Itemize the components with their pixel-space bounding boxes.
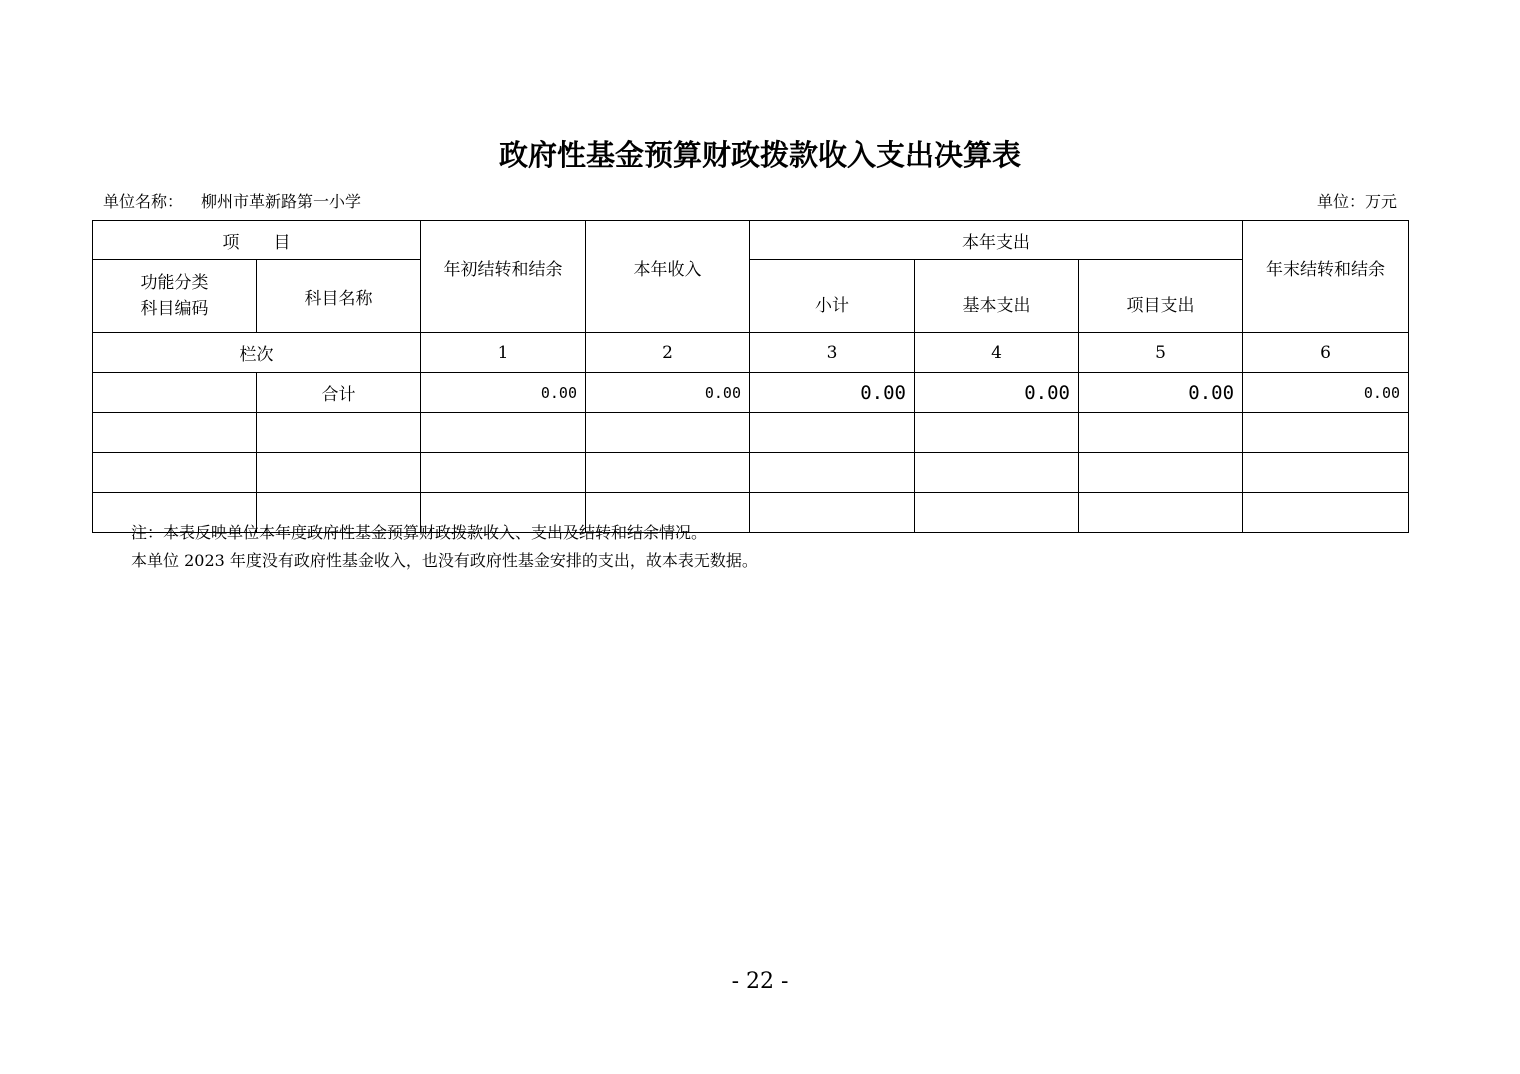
- column-index-2: 2: [586, 333, 750, 373]
- total-project-expense: 0.00: [1079, 373, 1243, 413]
- total-basic-expense: 0.00: [915, 373, 1079, 413]
- header-opening-balance: 年初结转和结余: [421, 221, 586, 333]
- header-function-code-line2: 科目编码: [140, 299, 209, 319]
- header-subtotal: 小计: [750, 260, 915, 333]
- column-index-6: 6: [1243, 333, 1409, 373]
- column-index-3: 3: [750, 333, 915, 373]
- header-function-code-line1: 功能分类: [140, 273, 209, 293]
- budget-table: [92, 220, 1409, 533]
- unit-name-line: [103, 189, 361, 212]
- page-number: - 22 -: [731, 969, 789, 994]
- total-row: [93, 373, 1409, 413]
- total-label: 合计: [257, 373, 421, 413]
- unit-name-label: 单位名称：: [103, 192, 184, 211]
- unit-name-value: 柳州市革新路第一小学: [201, 192, 362, 211]
- table-row: [93, 453, 1409, 493]
- column-index-label: 栏次: [93, 333, 421, 373]
- column-index-row: [93, 333, 1409, 373]
- header-project-expense: 项目支出: [1079, 260, 1243, 333]
- header-closing-balance: 年末结转和结余: [1243, 221, 1409, 333]
- column-index-1: 1: [421, 333, 586, 373]
- header-current-expense: 本年支出: [750, 221, 1243, 260]
- table-row: [93, 413, 1409, 453]
- notes: [131, 519, 758, 575]
- total-code-cell: [93, 373, 257, 413]
- note-line-2: 本单位 2023 年度没有政府性基金收入，也没有政府性基金安排的支出，故本表无数据。: [131, 551, 758, 570]
- header-row-2: [93, 260, 1409, 333]
- header-function-code: [93, 260, 257, 333]
- total-subtotal: 0.00: [750, 373, 915, 413]
- header-basic-expense: 基本支出: [915, 260, 1079, 333]
- currency-unit: 单位：万元: [1316, 192, 1397, 211]
- document-title: 政府性基金预算财政拨款收入支出决算表: [498, 138, 1021, 172]
- column-index-5: 5: [1079, 333, 1243, 373]
- header-item: 项 目: [93, 221, 421, 260]
- note-line-1: 注：本表反映单位本年度政府性基金预算财政拨款收入、支出及结转和结余情况。: [131, 523, 708, 542]
- total-current-income: 0.00: [586, 373, 750, 413]
- column-index-4: 4: [915, 333, 1079, 373]
- total-closing-balance: 0.00: [1243, 373, 1409, 413]
- header-current-income: 本年收入: [586, 221, 750, 333]
- total-opening-balance: 0.00: [421, 373, 586, 413]
- header-subject-name: 科目名称: [257, 260, 421, 333]
- header-row-1: [93, 221, 1409, 260]
